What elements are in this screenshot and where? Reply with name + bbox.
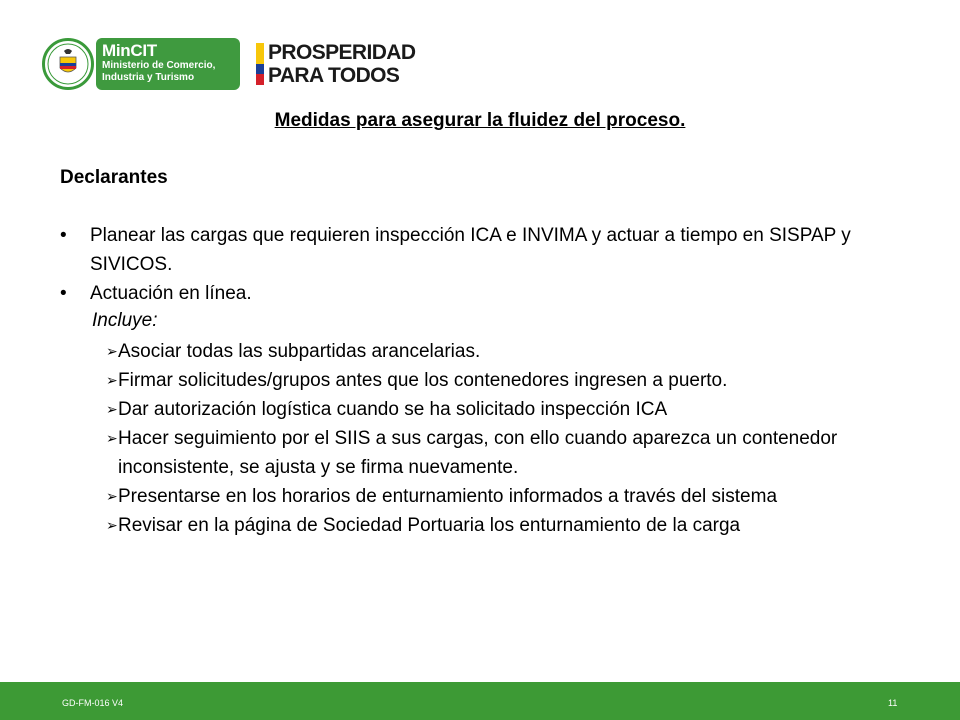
bullet-item (60, 279, 920, 308)
prosperidad-text (268, 41, 415, 87)
prosperidad-line-1: PROSPERIDAD (268, 41, 416, 64)
mincit-line-2: Industria y Turismo (102, 72, 195, 83)
footer-bar (0, 682, 960, 720)
bullet-icon: • (60, 225, 67, 246)
section-heading: Declarantes (60, 167, 168, 188)
bullet-text: Actuación en línea. (90, 283, 252, 304)
mincit-line-1: Ministerio de Comercio, (102, 60, 216, 71)
prosperidad-logo (256, 41, 436, 87)
slide-title: Medidas para asegurar la fluidez del proceso. (274, 110, 686, 131)
arrow-bullet-icon: ➢ (106, 430, 118, 446)
mincit-title: MinCIT (102, 41, 157, 60)
sub-item-text: Revisar en la página de Sociedad Portuaria los enturnamiento de la carga (118, 515, 741, 536)
crest-icon (42, 38, 94, 90)
bullet-text: Planear las cargas que requieren inspección ICA e INVIMA y actuar a tiempo en SISPAP y SIVICOS. (90, 225, 851, 275)
bullet-icon: • (60, 283, 67, 304)
sub-item (106, 366, 906, 395)
sub-item (106, 424, 906, 482)
sub-item-text: Firmar solicitudes/grupos antes que los contenedores ingresen a puerto. (118, 370, 728, 391)
incluye-label: Incluye: (92, 310, 158, 331)
arrow-bullet-icon: ➢ (106, 401, 118, 417)
arrow-bullet-icon: ➢ (106, 517, 118, 533)
bullet-list (60, 221, 920, 308)
colombia-flag-icon (256, 43, 264, 85)
prosperidad-line-2: PARA TODOS (268, 64, 400, 87)
sub-item-text: Presentarse en los horarios de enturnamiento informados a través del sistema (118, 486, 778, 507)
page-number: 11 (888, 698, 898, 708)
arrow-bullet-icon: ➢ (106, 488, 118, 504)
sub-item (106, 511, 906, 540)
arrow-bullet-icon: ➢ (106, 343, 118, 359)
sub-item-text: Asociar todas las subpartidas arancelarias. (118, 341, 481, 362)
sub-item-text: Hacer seguimiento por el SIIS a sus cargas, con ello cuando aparezca un contenedor inconsistente, se ajusta y se firma nuevamente. (118, 428, 838, 478)
header-logos (36, 34, 436, 94)
sub-item (106, 337, 906, 366)
arrow-bullet-icon: ➢ (106, 372, 118, 388)
document-code: GD-FM-016 V4 (62, 698, 124, 708)
mincit-subtitle (102, 60, 238, 84)
sub-item-text: Dar autorización logística cuando se ha solicitado inspección ICA (118, 399, 668, 420)
mincit-logo (96, 38, 240, 90)
sub-item (106, 395, 906, 424)
bullet-item (60, 221, 920, 279)
sub-list (106, 337, 906, 540)
sub-item (106, 482, 906, 511)
